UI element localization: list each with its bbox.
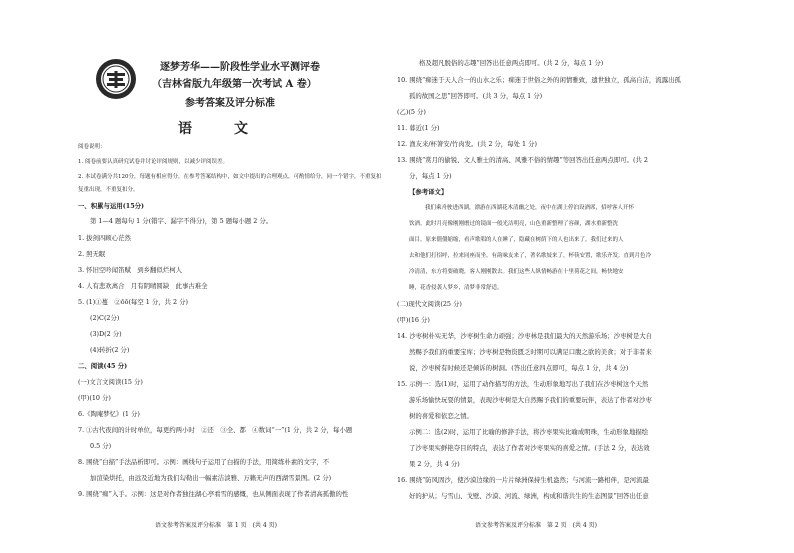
subsection-jia: (甲)(10 分) — [78, 394, 111, 402]
answer-15-line-1: 15. 示例一：选(1)时，运用了动作描写的方法，生动形象地写出了我们在沙枣树这个天然 — [397, 380, 649, 388]
translation-tag: 【参考译文】 — [409, 188, 448, 196]
answer-15-line-6: 果 2 分，共 4 分) — [409, 460, 460, 468]
answer-7-line-2: 0.5 分) — [90, 442, 112, 450]
answer-5-3: (3)D(2 分) — [90, 330, 122, 338]
answer-15-line-5: 了沙枣果实鲜艳夺目的特点，表达了作者对沙枣果实的喜爱之情。(手法 2 分，表达效 — [409, 444, 650, 452]
page-footer-1: 语文参考答案及评分标准 第 1 页 (共 4 页) — [155, 522, 277, 529]
answer-15-line-4: 示例二：选(2)时，运用了比喻的修辞手法，将沙枣果实比喻成明珠，生动形象地描绘 — [409, 428, 649, 436]
answer-3: 3. 怀旧空吟闻笛赋 到乡翻似烂柯人 — [78, 266, 182, 274]
subject-heading: 语 文 — [178, 121, 262, 137]
answer-9-line-1: 9. 围绕“痴”入手。示例：这是对作者独往湖心亭看雪的感慨，也从侧面表现了作者清高孤傲的性 — [78, 490, 349, 498]
answer-8-line-1: 8. 围绕“白描”手法品析即可。示例：画线句子运用了白描的手法，用简练朴素的文字，不 — [78, 458, 330, 466]
translation-line-2: 饮酒。此时月亮像刚刚磨过的镜面一般光洁明亮，山色重新整理了容颜，湖水重新整洗 — [409, 221, 619, 227]
answer-5-4: (4)转折(2 分) — [90, 346, 130, 354]
answer-16-line-1: 16. 围绕“防风固沙，使沙漠边缘的一片片绿洲保持生机盎然；与河流一路相伴，是河流最 — [397, 476, 649, 484]
answer-9-line-2: 格及超凡脱俗的志趣”回答出任意两点即可。(共 2 分，每点 1 分) — [419, 59, 604, 67]
paper-subtitle: （吉林省版九年级第一次考试 A 卷） — [152, 79, 317, 90]
answer-10-line-2: 孤的故国之思”回答即可。(共 3 分，每点 1 分) — [409, 92, 543, 100]
paper-title: 逐梦芳华——阶段性学业水平测评卷 — [160, 62, 320, 73]
answer-page-2 — [397, 0, 794, 553]
answer-10-line-1: 10. 围绕“痴迷于天人合一的山水之乐；痴迷于世俗之外的闲情雅致，遗世独立，孤高自洁，流露出孤 — [397, 76, 681, 84]
answer-11: 11. 暮近(1 分) — [397, 124, 440, 132]
answer-6: 6.《陶庵梦忆》(1 分) — [78, 410, 140, 418]
answer-13-line-2: 分，每点 1 分) — [409, 172, 452, 180]
subsection-jia-2: (甲)(16 分) — [397, 316, 430, 324]
translation-line-1: 我们乘舟驶进西湖，漂游在西湖花木清幽之处，夜中在湖上停泊设酒席，招呼客人开怀 — [425, 205, 635, 211]
answer-14-line-3: 说，沙枣树有时候还是倾诉的树洞。(答出任意四点即可，每点 1 分，共 4 分) — [409, 364, 629, 372]
section-1-intro: 第 1—4 题每句 1 分(错字、漏字不得分)，第 5 题每小题 2 分。 — [90, 217, 273, 225]
answer-12: 12. 渔友来/杯箸安/竹肉发。(共 2 分，每处 1 分) — [397, 140, 537, 148]
subsection-classical: (一)文言文阅读(15 分) — [78, 378, 143, 386]
answer-1: 1. 拔剑四顾心茫然 — [78, 234, 131, 242]
answer-15-line-2: 游乐场愉快玩耍的情景，表现沙枣树是大自然赐予我们的重要玩伴，表达了作者对沙枣 — [409, 396, 652, 404]
answer-14-line-1: 14. 沙枣树朴实无华，沙枣树生命力顽强；沙枣林是我们最大的天然游乐场；沙枣树是大自 — [397, 332, 653, 340]
answer-7-line-1: 7. ①古代夜间的计时单位，每更约两小时 ②还 ③全、都 ④数词“一”(1 分，共 2 分，每小题 — [78, 426, 353, 434]
answer-8-line-2: 加渲染烘托，由远及近地为我们勾勒出一幅素洁淡雅、万籁无声的西湖雪景图。(2 分) — [90, 474, 332, 482]
exam-seal-logo — [95, 58, 137, 100]
grading-note-3: 复重出现，不重复扣分。 — [78, 187, 139, 193]
section-1-title: 一、积累与运用(15分) — [78, 202, 145, 210]
answer-13-line-1: 13. 围绕“赏月的偷锐、文人雅士的清高、风雅不俗的情趣”等回答出任意两点即可。(共 2 — [397, 156, 648, 164]
subsection-yi: (乙)(5 分) — [397, 108, 426, 116]
grading-notes-title: 阅卷说明： — [78, 144, 106, 150]
answer-4: 4. 人有悲欢离合 月有阴晴圆缺 此事古难全 — [78, 282, 208, 290]
answer-14-line-2: 然赐予我们的重要宝库；沙枣树是物资匮乏时期可以满足口腹之欲的美食；对于非者来 — [409, 348, 652, 356]
translation-line-6: 睡，花香侵袭人梦乡，清梦非常舒适。 — [409, 285, 503, 291]
subsection-modern: (二)现代文阅读(25 分) — [397, 300, 462, 308]
answer-15-line-3: 树的喜爱和依恋之情。 — [409, 412, 473, 420]
translation-line-5: 冷清清，东方将要破晓，客人刚刚散去。我们这些人纵情畅游在十里荷花之间，畅快地安 — [409, 269, 624, 275]
answer-5-1: 5. (1)①蔓 ②ōō(每空 1 分，共 2 分) — [78, 298, 189, 306]
answer-key-heading: 参考答案及评分标准 — [185, 98, 275, 109]
page-footer-2: 语文参考答案及评分标准 第 2 页 (共 4 页) — [475, 522, 597, 529]
translation-line-3: 面目。原来僵僵缩缩，看声歌唱的人在睡了，隐藏在树荫下的人也出来了，我们过来的人 — [409, 237, 624, 243]
translation-line-4: 去和他们打招呼，拉来同座而坐。有韵味友来了，著名歌妓来了，杯筷安置，歌乐齐发。直到月色冷 — [409, 253, 652, 259]
grading-note-2: 2. 本试卷满分共120分，每题有相应得分，在参考答案结构中，如文中提出的合理观点，可酌情给分，同一个错字，不重复扣 — [78, 174, 382, 180]
section-2-title: 二、阅读(45 分) — [78, 362, 128, 370]
grading-note-1: 1. 阅卷前要认真研究试卷并讨论评阅规则，以减少评阅误差。 — [78, 159, 228, 165]
answer-2: 2. 照无眠 — [78, 250, 106, 258]
answer-5-2: (2)C(2分) — [90, 314, 120, 322]
answer-16-line-2: 好的护从；与雪山、戈壁、沙漠、河流、绿洲，构成和谐共生的生态图景”回答出任意 — [409, 492, 649, 500]
